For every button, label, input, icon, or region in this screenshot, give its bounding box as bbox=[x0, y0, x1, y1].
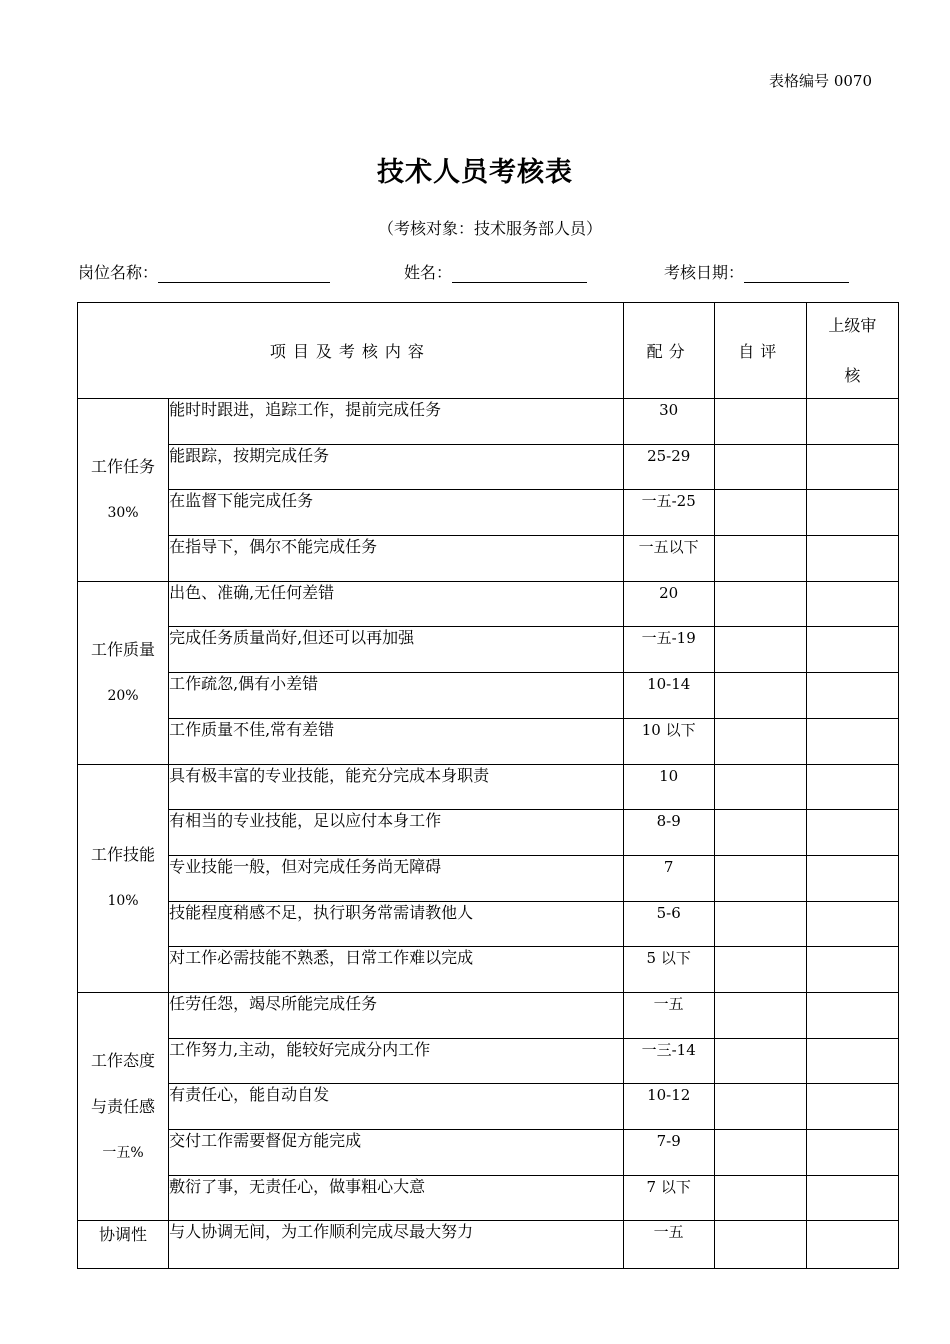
supervisor-review-cell[interactable] bbox=[806, 901, 898, 947]
item-description: 在指导下，偶尔不能完成任务 bbox=[169, 536, 624, 582]
item-description: 能跟踪，按期完成任务 bbox=[169, 444, 624, 490]
supervisor-review-cell[interactable] bbox=[806, 444, 898, 490]
item-description: 敷衍了事，无责任心，做事粗心大意 bbox=[169, 1175, 624, 1221]
item-description: 工作努力,主动，能较好完成分内工作 bbox=[169, 1038, 624, 1084]
supervisor-review-cell[interactable] bbox=[806, 627, 898, 673]
table-row bbox=[78, 1175, 899, 1221]
item-description: 专业技能一般，但对完成任务尚无障碍 bbox=[169, 855, 624, 901]
item-score: 7 bbox=[623, 855, 714, 901]
self-eval-cell[interactable] bbox=[714, 1084, 806, 1130]
table-row bbox=[78, 855, 899, 901]
table-header-row bbox=[78, 303, 899, 399]
position-blank-line[interactable] bbox=[158, 264, 330, 283]
table-row bbox=[78, 810, 899, 856]
item-description: 有责任心，能自动自发 bbox=[169, 1084, 624, 1130]
header-supervisor: 上级审 核 bbox=[806, 303, 898, 399]
item-score: 7 以下 bbox=[623, 1175, 714, 1221]
table-row bbox=[78, 1130, 899, 1176]
item-description: 能时时跟进，追踪工作，提前完成任务 bbox=[169, 399, 624, 445]
item-description: 完成任务质量尚好,但还可以再加强 bbox=[169, 627, 624, 673]
table-row bbox=[78, 627, 899, 673]
category-cell-attitude: 工作态度 与责任感 一五% bbox=[78, 992, 169, 1220]
self-eval-cell[interactable] bbox=[714, 581, 806, 627]
assessment-table bbox=[77, 302, 899, 1269]
category-cell-quality: 工作质量 20% bbox=[78, 581, 169, 764]
supervisor-review-cell[interactable] bbox=[806, 1038, 898, 1084]
item-score: 一三-14 bbox=[623, 1038, 714, 1084]
supervisor-review-cell[interactable] bbox=[806, 718, 898, 764]
item-description: 在监督下能完成任务 bbox=[169, 490, 624, 536]
supervisor-review-cell[interactable] bbox=[806, 1084, 898, 1130]
date-blank-line[interactable] bbox=[744, 264, 849, 283]
item-description: 与人协调无间，为工作顺利完成尽最大努力 bbox=[169, 1221, 624, 1269]
form-number: 表格编号 0070 bbox=[769, 72, 872, 90]
self-eval-cell[interactable] bbox=[714, 1175, 806, 1221]
position-label: 岗位名称： bbox=[78, 263, 159, 282]
item-score: 30 bbox=[623, 399, 714, 445]
supervisor-review-cell[interactable] bbox=[806, 1130, 898, 1176]
item-score: 20 bbox=[623, 581, 714, 627]
self-eval-cell[interactable] bbox=[714, 947, 806, 993]
item-score: 10-14 bbox=[623, 673, 714, 719]
item-score: 25-29 bbox=[623, 444, 714, 490]
item-description: 交付工作需要督促方能完成 bbox=[169, 1130, 624, 1176]
table-row bbox=[78, 581, 899, 627]
table-row bbox=[78, 399, 899, 445]
self-eval-cell[interactable] bbox=[714, 718, 806, 764]
supervisor-review-cell[interactable] bbox=[806, 1175, 898, 1221]
item-score: 7-9 bbox=[623, 1130, 714, 1176]
table-row bbox=[78, 901, 899, 947]
category-cell-coordination: 协调性 bbox=[78, 1221, 169, 1269]
self-eval-cell[interactable] bbox=[714, 1038, 806, 1084]
name-field-group bbox=[404, 260, 587, 283]
supervisor-review-cell[interactable] bbox=[806, 581, 898, 627]
supervisor-review-cell[interactable] bbox=[806, 992, 898, 1038]
item-description: 任劳任怨，竭尽所能完成任务 bbox=[169, 992, 624, 1038]
self-eval-cell[interactable] bbox=[714, 1130, 806, 1176]
item-score: 一五-19 bbox=[623, 627, 714, 673]
item-description: 工作疏忽,偶有小差错 bbox=[169, 673, 624, 719]
name-blank-line[interactable] bbox=[452, 264, 587, 283]
supervisor-review-cell[interactable] bbox=[806, 1221, 898, 1269]
item-description: 技能程度稍感不足，执行职务常需请教他人 bbox=[169, 901, 624, 947]
category-cell-task: 工作任务 30% bbox=[78, 399, 169, 582]
header-self: 自评 bbox=[714, 303, 806, 399]
supervisor-review-cell[interactable] bbox=[806, 673, 898, 719]
info-row bbox=[78, 260, 878, 284]
item-score: 10-12 bbox=[623, 1084, 714, 1130]
supervisor-review-cell[interactable] bbox=[806, 810, 898, 856]
table-row bbox=[78, 536, 899, 582]
self-eval-cell[interactable] bbox=[714, 855, 806, 901]
supervisor-review-cell[interactable] bbox=[806, 947, 898, 993]
item-score: 5 以下 bbox=[623, 947, 714, 993]
supervisor-review-cell[interactable] bbox=[806, 536, 898, 582]
table-row bbox=[78, 764, 899, 810]
self-eval-cell[interactable] bbox=[714, 992, 806, 1038]
header-score: 配分 bbox=[623, 303, 714, 399]
item-score: 一五以下 bbox=[623, 536, 714, 582]
self-eval-cell[interactable] bbox=[714, 536, 806, 582]
self-eval-cell[interactable] bbox=[714, 764, 806, 810]
supervisor-review-cell[interactable] bbox=[806, 490, 898, 536]
item-score: 一五-25 bbox=[623, 490, 714, 536]
item-score: 10 bbox=[623, 764, 714, 810]
self-eval-cell[interactable] bbox=[714, 901, 806, 947]
table-row bbox=[78, 673, 899, 719]
self-eval-cell[interactable] bbox=[714, 627, 806, 673]
self-eval-cell[interactable] bbox=[714, 1221, 806, 1269]
table-row bbox=[78, 1038, 899, 1084]
item-score: 一五 bbox=[623, 1221, 714, 1269]
item-description: 具有极丰富的专业技能，能充分完成本身职责 bbox=[169, 764, 624, 810]
self-eval-cell[interactable] bbox=[714, 490, 806, 536]
self-eval-cell[interactable] bbox=[714, 810, 806, 856]
supervisor-review-cell[interactable] bbox=[806, 764, 898, 810]
category-cell-skill: 工作技能 10% bbox=[78, 764, 169, 992]
table-row bbox=[78, 1221, 899, 1269]
page-title: 技术人员考核表 bbox=[377, 157, 573, 188]
item-score: 10 以下 bbox=[623, 718, 714, 764]
supervisor-review-cell[interactable] bbox=[806, 855, 898, 901]
table-row bbox=[78, 992, 899, 1038]
self-eval-cell[interactable] bbox=[714, 444, 806, 490]
item-description: 对工作必需技能不熟悉，日常工作难以完成 bbox=[169, 947, 624, 993]
position-field-group bbox=[78, 260, 330, 283]
page-subtitle: （考核对象：技术服务部人员） bbox=[377, 219, 602, 238]
date-label: 考核日期： bbox=[664, 263, 745, 282]
item-description: 工作质量不佳,常有差错 bbox=[169, 718, 624, 764]
item-description: 出色、准确,无任何差错 bbox=[169, 581, 624, 627]
table-row bbox=[78, 718, 899, 764]
table-row bbox=[78, 444, 899, 490]
header-content: 项目及考核内容 bbox=[78, 303, 624, 399]
table-row bbox=[78, 490, 899, 536]
self-eval-cell[interactable] bbox=[714, 399, 806, 445]
table-row bbox=[78, 947, 899, 993]
item-description: 有相当的专业技能，足以应付本身工作 bbox=[169, 810, 624, 856]
table-row bbox=[78, 1084, 899, 1130]
date-field-group bbox=[664, 260, 849, 283]
item-score: 8-9 bbox=[623, 810, 714, 856]
supervisor-review-cell[interactable] bbox=[806, 399, 898, 445]
name-label: 姓名： bbox=[404, 263, 453, 282]
item-score: 5-6 bbox=[623, 901, 714, 947]
self-eval-cell[interactable] bbox=[714, 673, 806, 719]
item-score: 一五 bbox=[623, 992, 714, 1038]
